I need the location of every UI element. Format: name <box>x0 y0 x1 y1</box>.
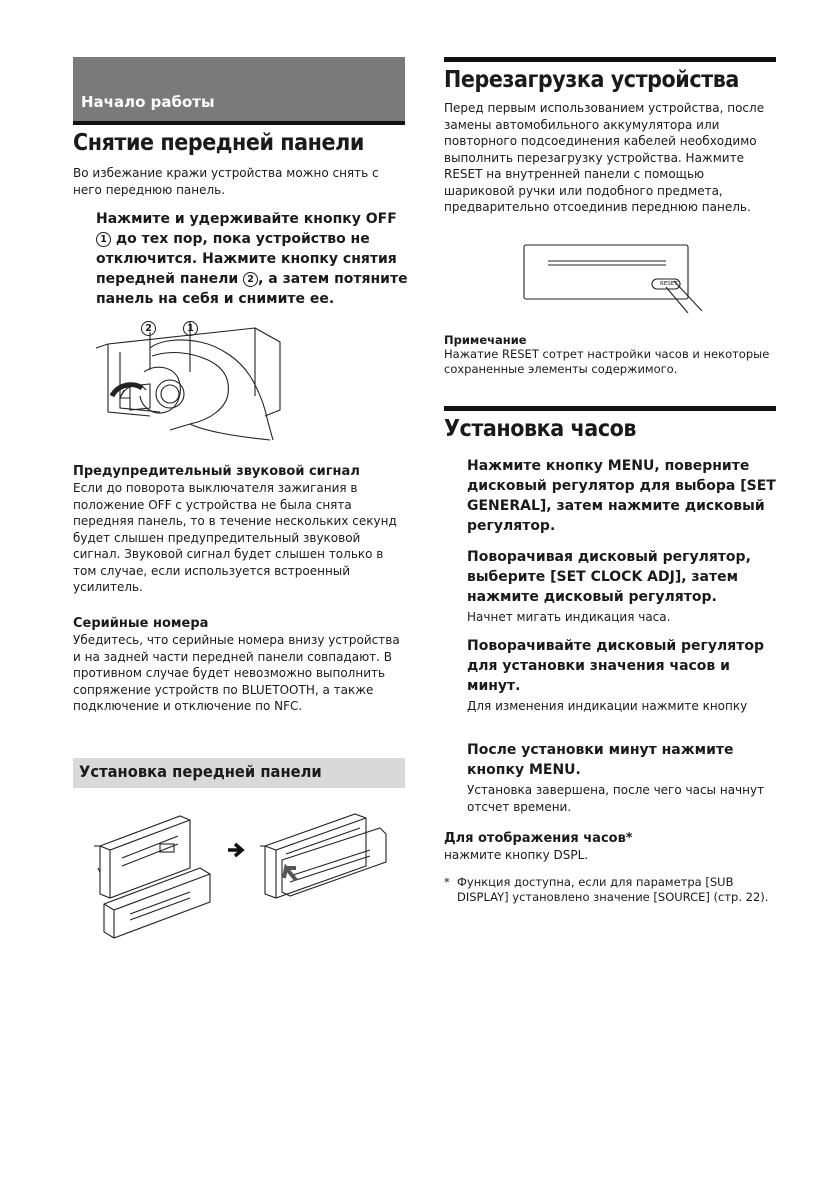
serial-title: Серийные номера <box>73 616 209 631</box>
attach-figure-svg <box>90 806 400 936</box>
serial-section <box>73 615 408 715</box>
clock-step-1 <box>467 456 777 536</box>
serial-text: Убедитесь, что серийные номера внизу устройства и на задней части передней панели совпадают. В противном случае будет невозможно выполнить сопряжение устройств по BLUETOOTH, а также подключение и отключение по NFC. <box>73 633 400 713</box>
reset-text: Перед первым использованием устройства, после замены автомобильного аккумулятора или повторного подсоединения кабелей необходимо выполнить перезагрузку устройства. Нажмите RESET на внутренней панели с помощью шариковой ручки или подобного предмета, предварительно отсоединив переднюю панель. <box>444 101 765 214</box>
section-tab-label: Начало работы <box>81 93 215 111</box>
detach-step-part3: , а затем потяните панель на себя и снимите ее. <box>96 271 408 307</box>
warning-section <box>73 463 408 596</box>
footnote <box>457 875 782 905</box>
warning-title: Предупредительный звуковой сигнал <box>73 464 360 479</box>
detach-title: Снятие передней панели <box>73 130 364 156</box>
detach-step-text <box>96 209 408 309</box>
reset-title-wrap <box>444 66 784 94</box>
reset-rule <box>444 57 776 62</box>
reset-text-wrap <box>444 100 776 216</box>
footnote-mark <box>444 875 458 890</box>
detach-intro: Во избежание кражи устройства можно снять с него переднюю панель. <box>73 166 379 197</box>
clock-display-title: Для отображения часов* <box>444 831 633 846</box>
clock-step-3-text: Поворачивайте дисковый регулятор для установки значения часов и минут. <box>467 638 764 694</box>
reset-title: Перезагрузка устройства <box>444 67 739 93</box>
attach-title: Установка передней панели <box>79 762 322 781</box>
clock-title: Установка часов <box>444 416 637 442</box>
detach-step <box>96 209 408 309</box>
clock-step-2 <box>467 547 777 626</box>
clock-display-text: нажмите кнопку DSPL. <box>444 848 589 862</box>
reset-figure-svg <box>520 243 705 315</box>
clock-display <box>444 830 779 864</box>
footnote-text: Функция доступна, если для параметра [SUB DISPLAY] установлено значение [SOURCE] (стр. 22). <box>457 875 769 904</box>
reset-note <box>444 333 784 377</box>
clock-step-2-sub: Начнет мигать индикация часа. <box>467 610 671 624</box>
reset-note-text: Нажатие RESET сотрет настройки часов и некоторые сохраненные элементы содержимого. <box>444 347 770 376</box>
attach-illustration <box>90 806 400 936</box>
detach-title-wrap <box>73 129 413 157</box>
figure-callout-2-marker: 2 <box>141 321 156 336</box>
clock-step-3-sub: Для изменения индикации нажмите кнопку <box>467 699 748 713</box>
detach-illustration <box>90 312 290 444</box>
clock-step-4-sub: Установка завершена, после чего часы начнут отсчет времени. <box>467 783 765 814</box>
detach-step-part2: до тех пор, пока устройство не отключится. Нажмите кнопку снятия передней панели <box>96 231 397 287</box>
clock-step-2-text: Поворачивая дисковый регулятор, выберите [SET CLOCK ADJ], затем нажмите дисковый регулятор. <box>467 549 751 605</box>
clock-step-4-text: После установки минут нажмите кнопку MENU. <box>467 742 734 778</box>
clock-step-3 <box>467 636 777 715</box>
detach-intro-wrap <box>73 165 408 198</box>
reset-button-label: RESET <box>660 281 678 287</box>
clock-step-4 <box>467 740 777 815</box>
section-tab <box>73 57 405 121</box>
warning-text: Если до поворота выключателя зажигания в положение OFF с устройства не была снята передняя панель, то в течение нескольких секунд будет слышен предупредительный звуковой сигнал. Звуковой сигнал будет слышен только в том случае, если используется встроенный усилитель. <box>73 481 397 594</box>
marker-2: 2 <box>243 272 258 287</box>
figure-callout-1 <box>183 317 198 336</box>
reset-illustration <box>520 243 705 315</box>
footnote-mark-text: * <box>444 875 450 889</box>
figure-callout-1-marker: 1 <box>183 321 198 336</box>
attach-heading-band <box>73 758 405 788</box>
clock-rule <box>444 406 776 411</box>
section-rule <box>73 121 405 125</box>
detach-step-part1: Нажмите и удерживайте кнопку OFF <box>96 211 397 227</box>
marker-1: 1 <box>96 232 111 247</box>
clock-step-1-text: Нажмите кнопку MENU, поверните дисковый регулятор для выбора [SET GENERAL], затем нажмите дисковый регулятор. <box>467 458 776 534</box>
reset-note-title: Примечание <box>444 333 527 347</box>
figure-callout-2 <box>141 317 156 336</box>
clock-title-wrap <box>444 415 784 443</box>
